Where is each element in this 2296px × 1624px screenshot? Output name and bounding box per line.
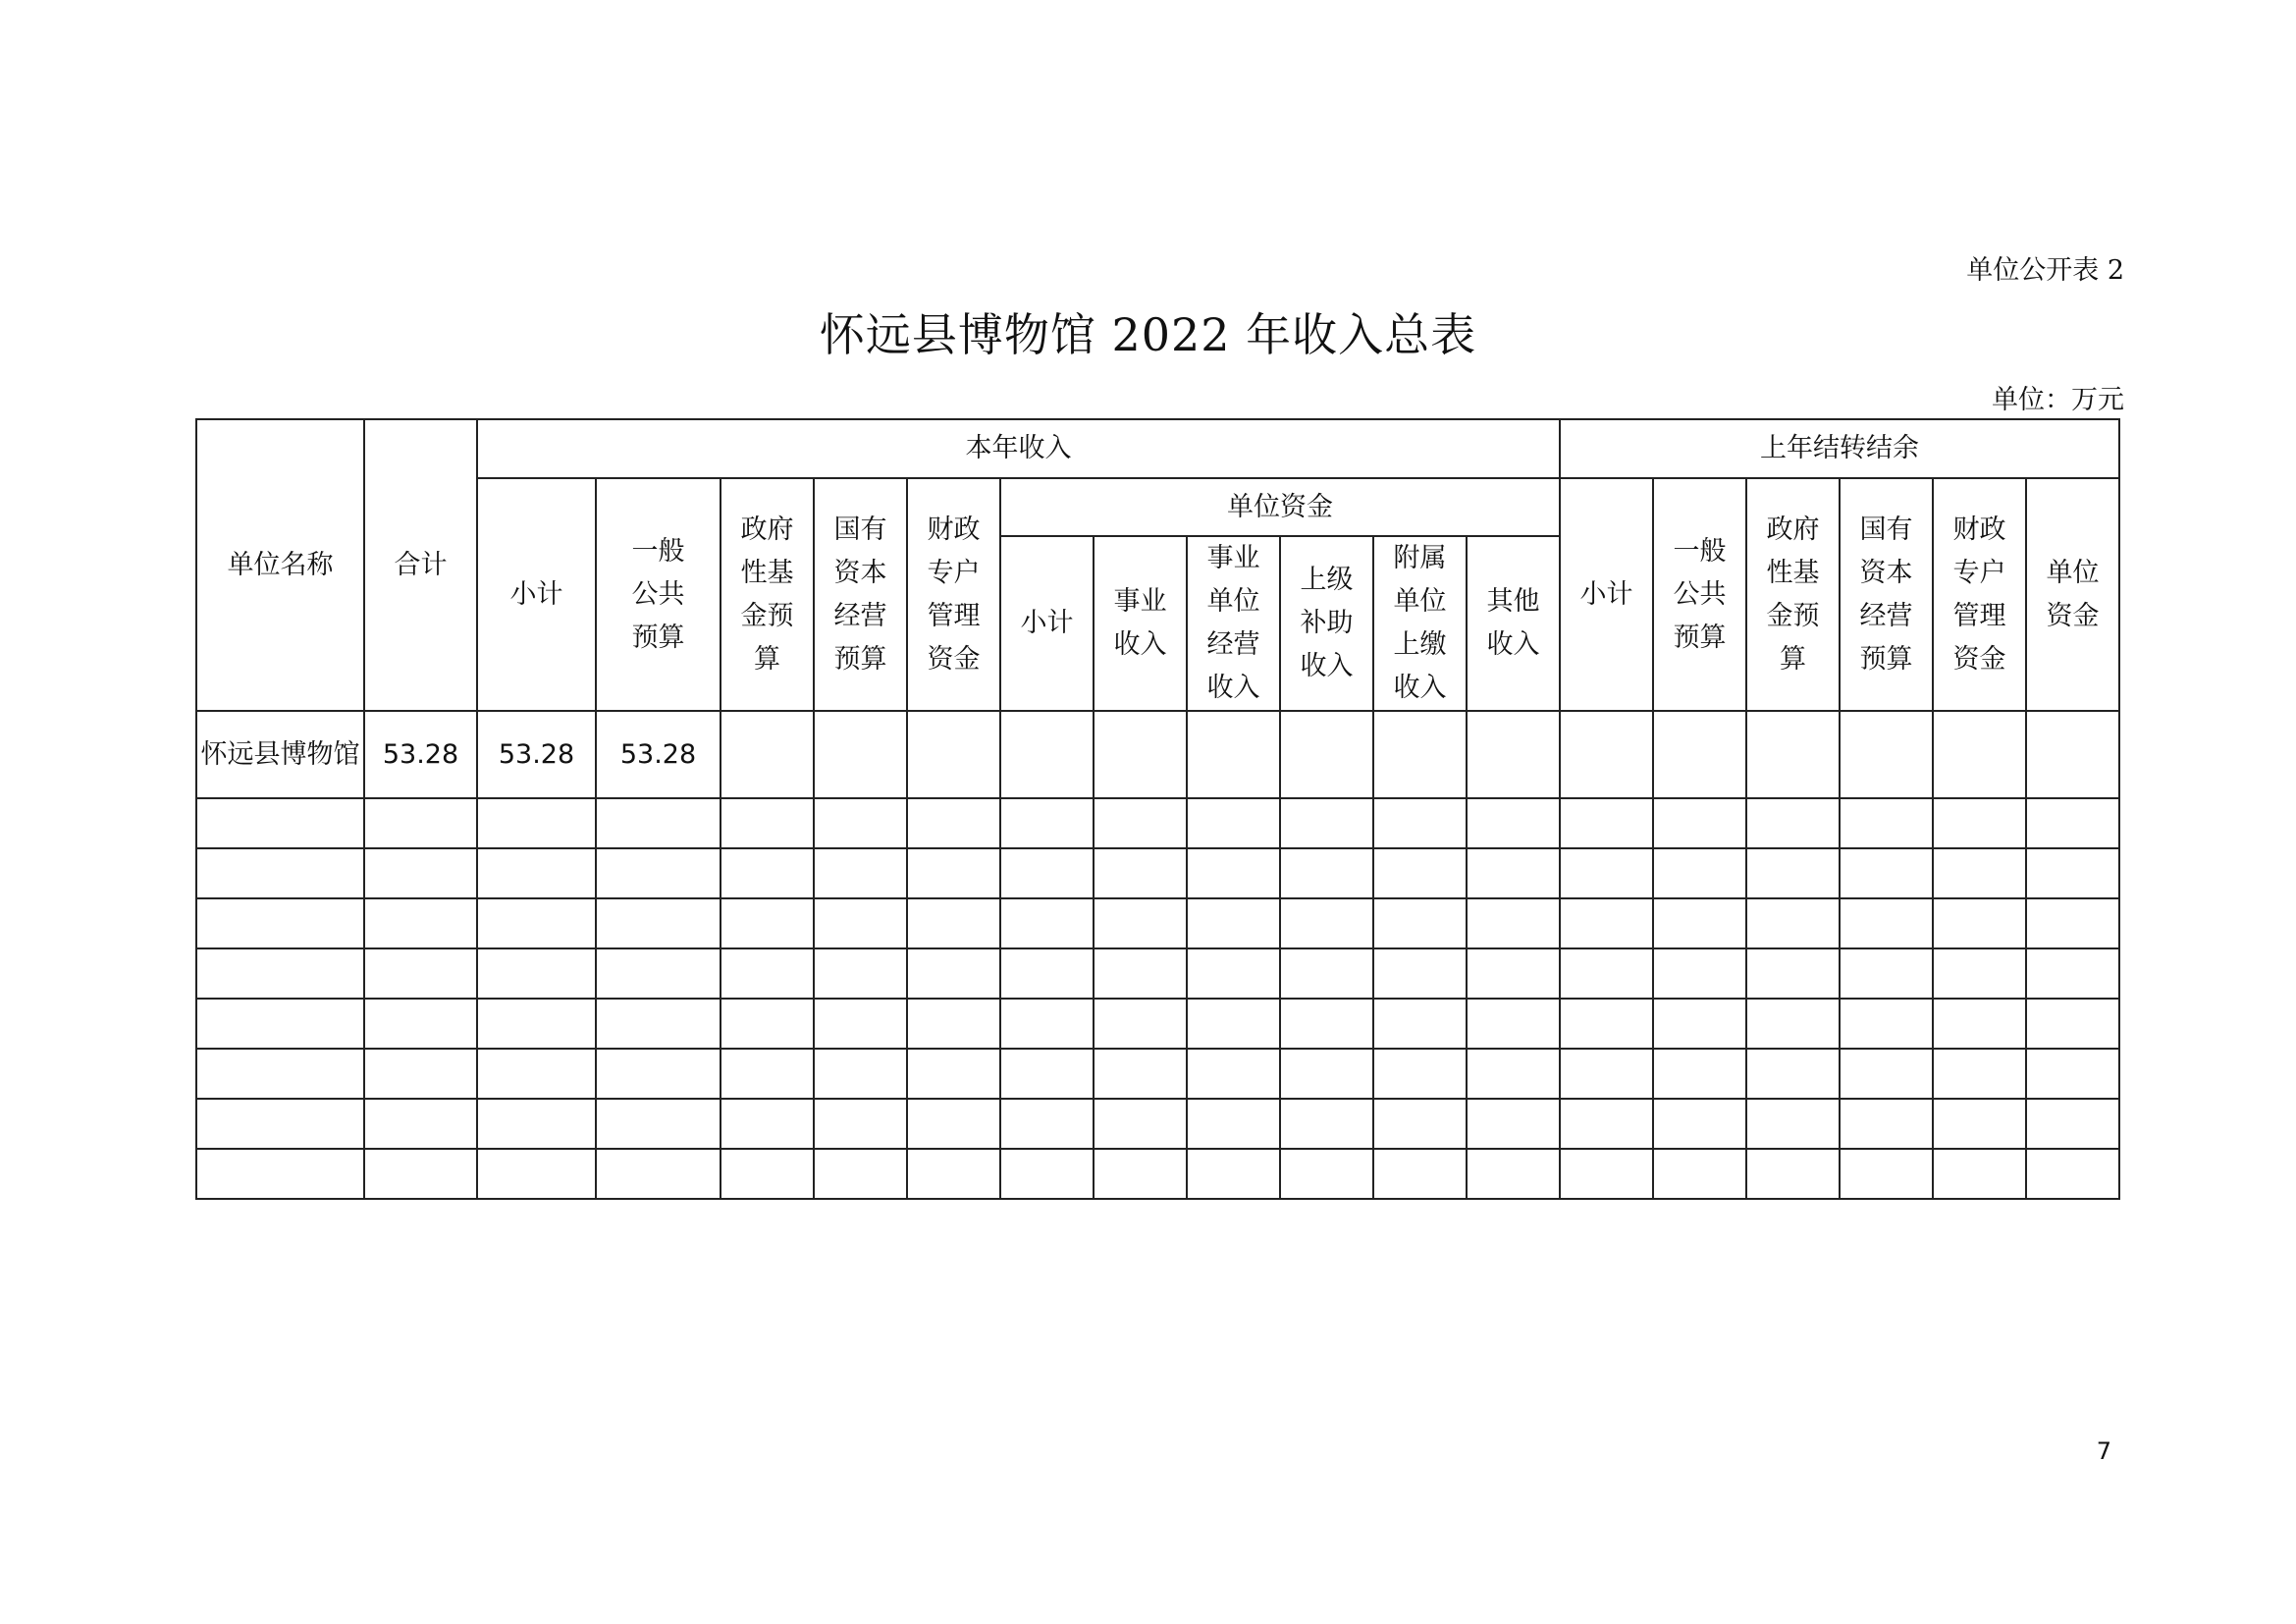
col-py-unit-funds-label: 单位资金 bbox=[2046, 557, 2100, 631]
cell-empty bbox=[2026, 1149, 2119, 1199]
cell-empty bbox=[2026, 798, 2119, 848]
col-other-income bbox=[1467, 536, 1560, 711]
col-unit-subtotal-label: 小计 bbox=[1020, 608, 1074, 638]
cell-empty bbox=[1373, 798, 1467, 848]
cell-empty bbox=[721, 1099, 814, 1149]
document-title: 怀远县博物馆 2022 年收入总表 bbox=[819, 308, 1477, 361]
cell-empty bbox=[1933, 898, 2026, 948]
cell-empty bbox=[1187, 1149, 1280, 1199]
table-row bbox=[196, 898, 2119, 948]
cell-empty bbox=[1653, 1149, 1746, 1199]
cell-empty bbox=[1000, 948, 1094, 999]
cell-empty bbox=[1840, 711, 1933, 798]
table-row bbox=[196, 798, 2119, 848]
page-number: 7 bbox=[2096, 1437, 2111, 1465]
cell-empty bbox=[1280, 1099, 1373, 1149]
cell-empty bbox=[1094, 898, 1187, 948]
cell-empty bbox=[1000, 898, 1094, 948]
cell-empty bbox=[1280, 848, 1373, 898]
col-py-state-capital-label: 国有资本经营预算 bbox=[1859, 514, 1913, 675]
cell-empty bbox=[1746, 898, 1840, 948]
col-py-subtotal-label: 小计 bbox=[1579, 578, 1633, 610]
col-state-capital-label: 国有资本经营预算 bbox=[833, 514, 887, 675]
cell-empty bbox=[1280, 999, 1373, 1049]
cell-empty bbox=[814, 898, 907, 948]
cell-empty bbox=[1373, 1049, 1467, 1099]
col-py-unit-funds bbox=[2026, 478, 2119, 711]
cell-total: 53.28 bbox=[364, 711, 477, 798]
group-current-year bbox=[477, 419, 1560, 478]
cell-empty bbox=[196, 798, 364, 848]
col-unit-name bbox=[196, 419, 364, 711]
cell-empty bbox=[196, 948, 364, 999]
cell-empty bbox=[2026, 711, 2119, 798]
cell-empty bbox=[1000, 1099, 1094, 1149]
cell-empty bbox=[814, 1049, 907, 1099]
cell-empty bbox=[1373, 711, 1467, 798]
cell-empty bbox=[1933, 1149, 2026, 1199]
cell-empty bbox=[907, 711, 1000, 798]
cell-empty bbox=[1373, 1099, 1467, 1149]
cell-empty bbox=[1187, 798, 1280, 848]
cell-empty bbox=[814, 848, 907, 898]
cell-empty bbox=[1653, 798, 1746, 848]
cell-empty bbox=[907, 1149, 1000, 1199]
cell-empty bbox=[907, 1099, 1000, 1149]
cell-empty bbox=[1000, 711, 1094, 798]
cell-empty bbox=[1467, 948, 1560, 999]
cell-empty bbox=[596, 798, 721, 848]
cell-empty bbox=[1373, 999, 1467, 1049]
cell-empty bbox=[1187, 999, 1280, 1049]
cell-empty bbox=[1560, 999, 1653, 1049]
cell-empty bbox=[1653, 711, 1746, 798]
cell-empty bbox=[1094, 798, 1187, 848]
cell-empty bbox=[1560, 898, 1653, 948]
cell-empty bbox=[1560, 711, 1653, 798]
cell-empty bbox=[1094, 1049, 1187, 1099]
col-unit-name-label: 单位名称 bbox=[227, 549, 334, 580]
cell-empty bbox=[1840, 948, 1933, 999]
cell-empty bbox=[2026, 1049, 2119, 1099]
table-row bbox=[196, 1049, 2119, 1099]
cell-empty bbox=[477, 999, 596, 1049]
cell-empty bbox=[814, 798, 907, 848]
cell-empty bbox=[721, 898, 814, 948]
cell-empty bbox=[1373, 848, 1467, 898]
col-fiscal-special bbox=[907, 478, 1000, 711]
cell-empty bbox=[196, 898, 364, 948]
cell-subtotal: 53.28 bbox=[477, 711, 596, 798]
cell-empty bbox=[596, 848, 721, 898]
cell-empty bbox=[1933, 848, 2026, 898]
cell-empty bbox=[1840, 898, 1933, 948]
cell-empty bbox=[907, 948, 1000, 999]
cell-empty bbox=[721, 1149, 814, 1199]
cell-empty bbox=[196, 1049, 364, 1099]
cell-empty bbox=[596, 1149, 721, 1199]
header-row-1 bbox=[196, 419, 2119, 478]
cell-empty bbox=[1746, 848, 1840, 898]
table-row bbox=[196, 1149, 2119, 1199]
col-fiscal-special-label: 财政专户管理资金 bbox=[927, 514, 981, 675]
cell-empty bbox=[596, 999, 721, 1049]
col-business-income-label: 事业收入 bbox=[1113, 586, 1167, 660]
cell-empty bbox=[1094, 948, 1187, 999]
cell-empty bbox=[1746, 711, 1840, 798]
header-row-2 bbox=[196, 478, 2119, 536]
col-general-budget bbox=[596, 478, 721, 711]
cell-empty bbox=[814, 948, 907, 999]
cell-empty bbox=[1187, 848, 1280, 898]
cell-empty bbox=[196, 848, 364, 898]
cell-empty bbox=[721, 848, 814, 898]
cell-empty bbox=[1000, 798, 1094, 848]
cell-empty bbox=[1933, 999, 2026, 1049]
cell-empty bbox=[1280, 898, 1373, 948]
cell-empty bbox=[1094, 848, 1187, 898]
cell-empty bbox=[1373, 898, 1467, 948]
cell-empty bbox=[1653, 848, 1746, 898]
cell-empty bbox=[1373, 948, 1467, 999]
col-py-fiscal-special-label: 财政专户管理资金 bbox=[1952, 514, 2006, 675]
cell-empty bbox=[1840, 848, 1933, 898]
cell-empty bbox=[477, 798, 596, 848]
col-operating-income-label: 事业单位经营收入 bbox=[1206, 543, 1260, 703]
group-prior-year bbox=[1560, 419, 2119, 478]
cell-empty bbox=[1373, 1149, 1467, 1199]
cell-empty bbox=[1467, 999, 1560, 1049]
table-row bbox=[196, 711, 2119, 798]
col-general-budget-label: 一般公共预算 bbox=[631, 535, 685, 653]
cell-empty bbox=[1933, 1049, 2026, 1099]
cell-unit-name: 怀远县博物馆 bbox=[196, 711, 364, 798]
cell-empty bbox=[1280, 711, 1373, 798]
cell-empty bbox=[1467, 848, 1560, 898]
cell-empty bbox=[1840, 1049, 1933, 1099]
col-operating-income bbox=[1187, 536, 1280, 711]
cell-empty bbox=[721, 999, 814, 1049]
cell-empty bbox=[721, 711, 814, 798]
cell-empty bbox=[1933, 1099, 2026, 1149]
cell-empty bbox=[1187, 948, 1280, 999]
cell-empty bbox=[1560, 1149, 1653, 1199]
col-upper-subsidy-label: 上级补助收入 bbox=[1300, 565, 1354, 681]
cell-empty bbox=[364, 1099, 477, 1149]
cell-empty bbox=[1280, 798, 1373, 848]
col-py-general-budget-label: 一般公共预算 bbox=[1673, 535, 1727, 653]
cell-empty bbox=[1280, 1049, 1373, 1099]
col-total bbox=[364, 419, 477, 711]
cell-empty bbox=[1560, 798, 1653, 848]
income-summary-table bbox=[195, 418, 2120, 1200]
cell-empty bbox=[1746, 948, 1840, 999]
cell-empty bbox=[1280, 1149, 1373, 1199]
cell-empty bbox=[907, 798, 1000, 848]
cell-empty bbox=[2026, 1099, 2119, 1149]
cell-empty bbox=[814, 999, 907, 1049]
group-unit-funds-label: 单位资金 bbox=[1227, 491, 1333, 522]
cell-empty bbox=[2026, 848, 2119, 898]
cell-empty bbox=[596, 1099, 721, 1149]
cell-empty bbox=[364, 999, 477, 1049]
cell-empty bbox=[1000, 848, 1094, 898]
cell-empty bbox=[1746, 1149, 1840, 1199]
col-gov-fund-label: 政府性基金预算 bbox=[740, 514, 794, 675]
cell-empty bbox=[364, 798, 477, 848]
cell-empty bbox=[477, 898, 596, 948]
col-py-state-capital bbox=[1840, 478, 1933, 711]
cell-empty bbox=[1467, 1099, 1560, 1149]
col-py-fiscal-special bbox=[1933, 478, 2026, 711]
cell-empty bbox=[1840, 1149, 1933, 1199]
cell-empty bbox=[907, 1049, 1000, 1099]
cell-empty bbox=[1933, 798, 2026, 848]
cell-empty bbox=[596, 948, 721, 999]
col-affiliated-income-label: 附属单位上缴收入 bbox=[1393, 543, 1447, 703]
cell-empty bbox=[1467, 798, 1560, 848]
cell-empty bbox=[1746, 1099, 1840, 1149]
col-py-gov-fund-label: 政府性基金预算 bbox=[1766, 514, 1820, 675]
col-py-gov-fund bbox=[1746, 478, 1840, 711]
cell-empty bbox=[196, 999, 364, 1049]
cell-empty bbox=[1467, 898, 1560, 948]
col-total-label: 合计 bbox=[394, 549, 448, 580]
cell-empty bbox=[1746, 999, 1840, 1049]
cell-empty bbox=[721, 948, 814, 999]
cell-empty bbox=[1746, 798, 1840, 848]
col-business-income bbox=[1094, 536, 1187, 711]
cell-empty bbox=[477, 1149, 596, 1199]
cell-empty bbox=[1467, 1049, 1560, 1099]
cell-empty bbox=[1653, 1099, 1746, 1149]
cell-empty bbox=[596, 898, 721, 948]
cell-empty bbox=[1933, 711, 2026, 798]
cell-empty bbox=[1560, 948, 1653, 999]
cell-empty bbox=[2026, 898, 2119, 948]
cell-empty bbox=[1840, 999, 1933, 1049]
col-upper-subsidy bbox=[1280, 536, 1373, 711]
cell-empty bbox=[477, 1099, 596, 1149]
cell-empty bbox=[1187, 898, 1280, 948]
cell-empty bbox=[1746, 1049, 1840, 1099]
cell-empty bbox=[1560, 1099, 1653, 1149]
cell-empty bbox=[477, 848, 596, 898]
form-number: 单位公开表 2 bbox=[1966, 255, 2124, 286]
cell-empty bbox=[196, 1149, 364, 1199]
col-gov-fund bbox=[721, 478, 814, 711]
cell-empty bbox=[364, 948, 477, 999]
cell-empty bbox=[1000, 999, 1094, 1049]
cell-empty bbox=[596, 1049, 721, 1099]
unit-label: 单位：万元 bbox=[1992, 385, 2124, 415]
empty-rows bbox=[196, 798, 2119, 1199]
col-subtotal bbox=[477, 478, 596, 711]
cell-empty bbox=[1187, 711, 1280, 798]
group-current-year-label: 本年收入 bbox=[965, 433, 1072, 463]
table-row bbox=[196, 948, 2119, 999]
cell-empty bbox=[1560, 848, 1653, 898]
table-row bbox=[196, 848, 2119, 898]
cell-empty bbox=[196, 1099, 364, 1149]
table-row bbox=[196, 999, 2119, 1049]
cell-empty bbox=[1467, 1149, 1560, 1199]
cell-empty bbox=[364, 1049, 477, 1099]
cell-empty bbox=[364, 898, 477, 948]
table-row bbox=[196, 1099, 2119, 1149]
cell-empty bbox=[1840, 1099, 1933, 1149]
col-state-capital bbox=[814, 478, 907, 711]
cell-empty bbox=[907, 848, 1000, 898]
group-prior-year-label: 上年结转结余 bbox=[1760, 433, 1920, 463]
cell-empty bbox=[721, 1049, 814, 1099]
cell-empty bbox=[1653, 898, 1746, 948]
cell-empty bbox=[1653, 999, 1746, 1049]
cell-empty bbox=[477, 948, 596, 999]
cell-empty bbox=[1094, 1099, 1187, 1149]
cell-empty bbox=[1000, 1049, 1094, 1099]
cell-empty bbox=[1467, 711, 1560, 798]
cell-empty bbox=[2026, 999, 2119, 1049]
cell-empty bbox=[1094, 711, 1187, 798]
cell-empty bbox=[2026, 948, 2119, 999]
cell-empty bbox=[364, 848, 477, 898]
cell-empty bbox=[1653, 1049, 1746, 1099]
col-affiliated-income bbox=[1373, 536, 1467, 711]
cell-empty bbox=[1560, 1049, 1653, 1099]
cell-empty bbox=[1187, 1099, 1280, 1149]
col-py-general-budget bbox=[1653, 478, 1746, 711]
col-other-income-label: 其他收入 bbox=[1486, 586, 1540, 660]
col-subtotal-label: 小计 bbox=[509, 578, 563, 610]
cell-empty bbox=[1000, 1149, 1094, 1199]
cell-empty bbox=[1840, 798, 1933, 848]
cell-empty bbox=[1094, 1149, 1187, 1199]
cell-empty bbox=[1187, 1049, 1280, 1099]
cell-empty bbox=[1653, 948, 1746, 999]
cell-empty bbox=[814, 1099, 907, 1149]
cell-empty bbox=[364, 1149, 477, 1199]
col-py-subtotal bbox=[1560, 478, 1653, 711]
cell-empty bbox=[1280, 948, 1373, 999]
cell-empty bbox=[814, 711, 907, 798]
cell-empty bbox=[907, 999, 1000, 1049]
col-unit-subtotal bbox=[1000, 536, 1094, 711]
group-unit-funds bbox=[1000, 478, 1560, 536]
cell-empty bbox=[907, 898, 1000, 948]
cell-empty bbox=[1933, 948, 2026, 999]
cell-empty bbox=[814, 1149, 907, 1199]
cell-empty bbox=[477, 1049, 596, 1099]
cell-empty bbox=[1094, 999, 1187, 1049]
cell-empty bbox=[721, 798, 814, 848]
cell-general-budget: 53.28 bbox=[596, 711, 721, 798]
